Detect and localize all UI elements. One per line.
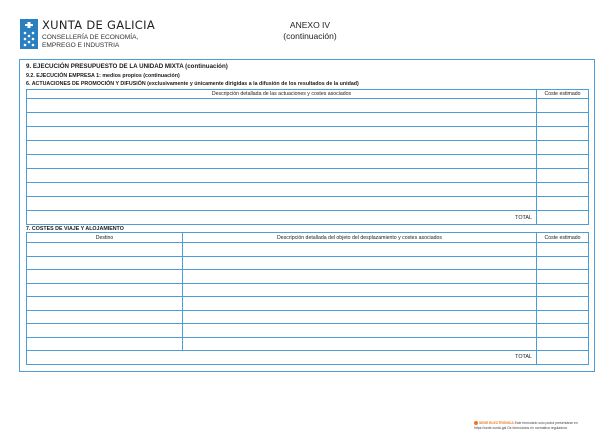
destination-cell[interactable] bbox=[27, 256, 183, 270]
footer-note bbox=[474, 421, 606, 430]
cost-cell[interactable] bbox=[537, 99, 589, 113]
table-row bbox=[27, 337, 589, 351]
destination-cell[interactable] bbox=[27, 324, 183, 338]
table-row bbox=[27, 99, 589, 113]
promotion-heading: 6. ACTUACIONES DE PROMOCIÓN Y DIFUSIÓN (exclusivamente y únicamente dirigidas a la difusión de los resultados de la unidad) bbox=[26, 81, 359, 87]
travel-table bbox=[26, 232, 589, 365]
table-row bbox=[27, 243, 589, 257]
table-row bbox=[27, 270, 589, 284]
footer-brand: SEDE ELECTRÓNICA bbox=[479, 421, 514, 425]
cost-cell[interactable] bbox=[537, 270, 589, 284]
cost-cell[interactable] bbox=[537, 183, 589, 197]
total-row bbox=[27, 351, 589, 365]
description-cell[interactable] bbox=[183, 310, 537, 324]
cost-cell[interactable] bbox=[537, 310, 589, 324]
table-row bbox=[27, 297, 589, 311]
travel-heading: 7. COSTES DE VIAJE Y ALOJAMIENTO bbox=[26, 226, 124, 232]
cost-cell[interactable] bbox=[537, 127, 589, 141]
description-cell[interactable] bbox=[27, 169, 537, 183]
cost-cell[interactable] bbox=[537, 243, 589, 257]
description-cell[interactable] bbox=[27, 127, 537, 141]
description-cell[interactable] bbox=[183, 270, 537, 284]
section-title: 9. EJECUCIÓN PRESUPUESTO DE LA UNIDAD MIXTA (continuación) bbox=[26, 63, 228, 70]
department-line-2: EMPREGO E INDUSTRIA bbox=[42, 42, 120, 49]
total-label: TOTAL bbox=[27, 351, 537, 365]
cost-cell[interactable] bbox=[537, 337, 589, 351]
footer-line-1: Este formulario solo podrá presentarse en bbox=[514, 421, 578, 425]
table-row bbox=[27, 113, 589, 127]
column-header-description: Descripción detallada del objeto del desplazamiento y costes asociados bbox=[183, 233, 537, 243]
cost-cell[interactable] bbox=[537, 256, 589, 270]
column-header-cost: Coste estimado bbox=[537, 90, 589, 99]
description-cell[interactable] bbox=[27, 155, 537, 169]
sede-logo-icon bbox=[474, 421, 478, 425]
description-cell[interactable] bbox=[183, 324, 537, 338]
total-row bbox=[27, 211, 589, 225]
total-label: TOTAL bbox=[27, 211, 537, 225]
destination-cell[interactable] bbox=[27, 243, 183, 257]
cost-cell[interactable] bbox=[537, 297, 589, 311]
description-cell[interactable] bbox=[27, 113, 537, 127]
total-cost-cell[interactable] bbox=[537, 351, 589, 365]
description-cell[interactable] bbox=[27, 197, 537, 211]
description-cell[interactable] bbox=[27, 183, 537, 197]
cost-cell[interactable] bbox=[537, 283, 589, 297]
table-row bbox=[27, 169, 589, 183]
cost-cell[interactable] bbox=[537, 169, 589, 183]
column-header-description: Descripción detallada de las actuaciones y costes asociados bbox=[27, 90, 537, 99]
description-cell[interactable] bbox=[183, 337, 537, 351]
coat-of-arms-icon bbox=[20, 19, 38, 49]
description-cell[interactable] bbox=[183, 283, 537, 297]
table-row bbox=[27, 141, 589, 155]
table-row bbox=[27, 283, 589, 297]
logo-brand-text: XUNTA DE GALICIA bbox=[42, 18, 155, 32]
cost-cell[interactable] bbox=[537, 155, 589, 169]
cost-cell[interactable] bbox=[537, 113, 589, 127]
cost-cell[interactable] bbox=[537, 141, 589, 155]
destination-cell[interactable] bbox=[27, 337, 183, 351]
table-row bbox=[27, 127, 589, 141]
department-line-1: CONSELLERÍA DE ECONOMÍA, bbox=[42, 34, 139, 41]
annex-subtitle: (continuación) bbox=[283, 31, 337, 41]
section-subtitle: 9.2. EJECUCIÓN EMPRESA 1: medios propios (continuación) bbox=[26, 73, 180, 79]
table-row bbox=[27, 155, 589, 169]
xunta-logo bbox=[20, 18, 170, 54]
table-row bbox=[27, 197, 589, 211]
description-cell[interactable] bbox=[27, 141, 537, 155]
cost-cell[interactable] bbox=[537, 197, 589, 211]
description-cell[interactable] bbox=[183, 256, 537, 270]
table-row bbox=[27, 183, 589, 197]
footer-line-2: https://sede.xunta.gal Os formularios en normativa reguladora bbox=[474, 425, 567, 430]
destination-cell[interactable] bbox=[27, 310, 183, 324]
table-row bbox=[27, 324, 589, 338]
column-header-destination: Destino bbox=[27, 233, 183, 243]
destination-cell[interactable] bbox=[27, 283, 183, 297]
description-cell[interactable] bbox=[183, 297, 537, 311]
table-row bbox=[27, 310, 589, 324]
table-row bbox=[27, 256, 589, 270]
destination-cell[interactable] bbox=[27, 297, 183, 311]
destination-cell[interactable] bbox=[27, 270, 183, 284]
total-cost-cell[interactable] bbox=[537, 211, 589, 225]
description-cell[interactable] bbox=[183, 243, 537, 257]
cost-cell[interactable] bbox=[537, 324, 589, 338]
promotion-table bbox=[26, 89, 589, 225]
description-cell[interactable] bbox=[27, 99, 537, 113]
column-header-cost: Coste estimado bbox=[537, 233, 589, 243]
annex-title: ANEXO IV bbox=[289, 20, 331, 30]
